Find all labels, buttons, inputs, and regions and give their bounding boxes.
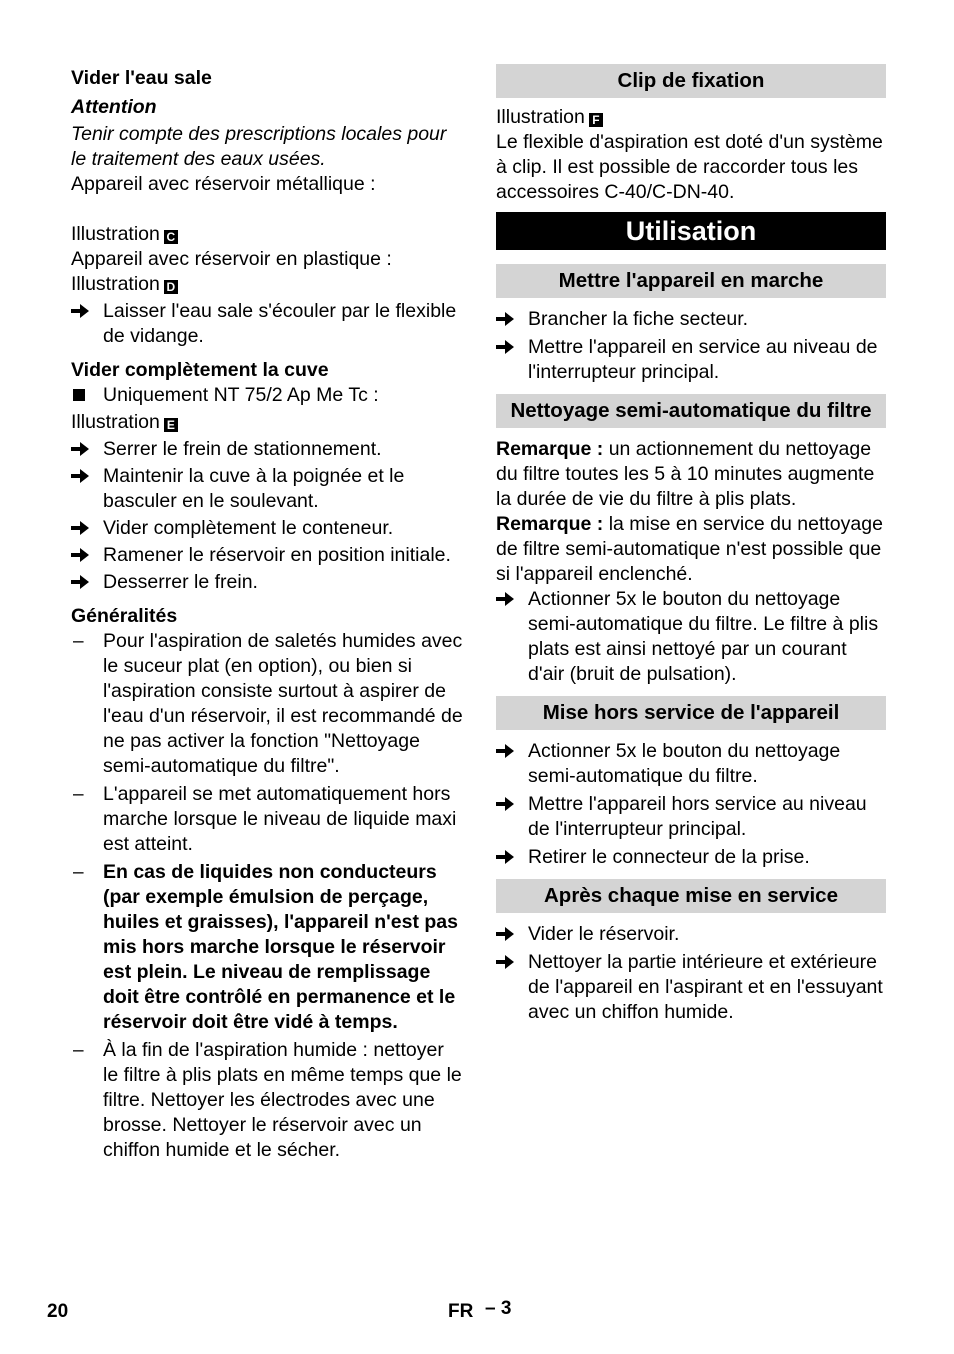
- language-code: FR: [448, 1301, 474, 1322]
- section-page-number: – 3: [485, 1298, 512, 1319]
- heading-generalites: Généralités: [71, 605, 178, 627]
- list-item: Actionner 5x le bouton du nettoyage semi-automatique du filtre.: [496, 739, 886, 789]
- list-item: – À la fin de l'aspiration humide : nettoyer le filtre à plis plats en même temps que le filtre. Nettoyer les électrodes avec une brosse. Nettoyer le réservoir avec un chiffon humide et le sécher.: [73, 1039, 462, 1161]
- dash-bullet: –: [73, 1040, 84, 1061]
- right-column: [496, 64, 886, 1025]
- heading-apres-chaque-mise: Après chaque mise en service: [496, 879, 886, 913]
- plastic-tank-text: Appareil avec réservoir en plastique :: [71, 248, 392, 270]
- list-item: Nettoyer la partie intérieure et extérieure de l'appareil en l'aspirant et en l'essuyant avec un chiffon humide.: [496, 950, 886, 1025]
- heading-nettoyage-semi-auto: Nettoyage semi-automatique du filtre: [496, 394, 886, 428]
- illustration-badge-f: F: [589, 113, 603, 127]
- dash-bullet: –: [73, 862, 84, 883]
- arrow-right-icon: [71, 543, 93, 563]
- illustration-badge-c: C: [164, 230, 178, 244]
- arrow-right-icon: [71, 299, 93, 319]
- clip-text: Le flexible d'aspiration est doté d'un système à clip. Il est possible de raccorder tous les accessoires C-40/C-DN-40.: [496, 131, 883, 203]
- heading-vider-cuve: Vider complètement la cuve: [71, 359, 329, 381]
- list-item: Serrer le frein de stationnement.: [71, 437, 463, 462]
- dash-bullet: –: [73, 631, 84, 652]
- illustration-c: Illustration C: [71, 222, 463, 247]
- attention-label: Attention: [71, 96, 157, 118]
- illustration-d: Illustration D: [71, 272, 463, 297]
- list-item: Ramener le réservoir en position initiale.: [71, 543, 463, 568]
- list-item: Mettre l'appareil hors service au niveau de l'interrupteur principal.: [496, 792, 886, 842]
- dash-bullet: –: [73, 784, 84, 805]
- list-item: Uniquement NT 75/2 Ap Me Tc :: [71, 383, 463, 408]
- arrow-right-icon: [496, 792, 518, 812]
- arrow-right-icon: [71, 516, 93, 536]
- left-column: [71, 64, 463, 1163]
- list-item: Maintenir la cuve à la poignée et le basculer en le soulevant.: [71, 464, 463, 514]
- arrow-right-icon: [496, 587, 518, 607]
- list-item: Brancher la fiche secteur.: [496, 307, 886, 332]
- arrow-right-icon: [496, 950, 518, 970]
- illustration-e: Illustration E: [71, 410, 463, 435]
- arrow-right-icon: [496, 739, 518, 759]
- list-item: Retirer le connecteur de la prise.: [496, 845, 886, 870]
- arrow-right-icon: [71, 437, 93, 457]
- remark-2: Remarque : la mise en service du nettoyage de filtre semi-automatique n'est possible que si l'appareil enclenché.: [496, 513, 883, 585]
- arrow-right-icon: [496, 335, 518, 355]
- heading-mettre-en-marche: Mettre l'appareil en marche: [496, 264, 886, 298]
- section-title-utilisation: Utilisation: [496, 212, 886, 250]
- illustration-badge-e: E: [164, 418, 178, 432]
- list-item: Mettre l'appareil en service au niveau de l'interrupteur principal.: [496, 335, 886, 385]
- heading-vider-eau-sale: Vider l'eau sale: [71, 67, 212, 89]
- list-item: Actionner 5x le bouton du nettoyage semi-automatique du filtre. Le filtre à plis plats est ainsi nettoyé par un courant d'air (bruit de pulsation).: [496, 587, 886, 687]
- list-item: Desserrer le frein.: [71, 570, 463, 595]
- heading-mise-hors-service: Mise hors service de l'appareil: [496, 696, 886, 730]
- list-item: – En cas de liquides non conducteurs (par exemple émulsion de perçage, huiles et graisses), l'appareil n'est pas mis hors marche lorsque le réservoir est plein. Le niveau de remplissage doit être contrôlé en permanence et le réservoir doit être vidé à temps.: [73, 861, 458, 1033]
- list-item: Vider le réservoir.: [496, 922, 886, 947]
- page-number: 20: [47, 1301, 69, 1322]
- attention-text: Tenir compte des prescriptions locales pour le traitement des eaux usées.: [71, 123, 447, 170]
- list-item: – L'appareil se met automatiquement hors marche lorsque le niveau de liquide maxi est atteint.: [73, 783, 457, 855]
- heading-clip-fixation: Clip de fixation: [496, 64, 886, 98]
- list-item: Laisser l'eau sale s'écouler par le flexible de vidange.: [71, 299, 463, 349]
- arrow-right-icon: [496, 307, 518, 327]
- arrow-right-icon: [71, 570, 93, 590]
- illustration-f: Illustration F: [496, 105, 886, 130]
- square-bullet-icon: [71, 383, 93, 401]
- list-item: – Pour l'aspiration de saletés humides avec le suceur plat (en option), ou bien si l'aspiration consiste surtout à aspirer de l'eau d'un réservoir, il est recommandé de ne pas activer la fonction "Nettoyage semi-automatique du filtre".: [73, 630, 463, 777]
- arrow-right-icon: [496, 845, 518, 865]
- arrow-right-icon: [496, 922, 518, 942]
- metal-tank-text: Appareil avec réservoir métallique :: [71, 173, 376, 195]
- list-item: Vider complètement le conteneur.: [71, 516, 463, 541]
- illustration-badge-d: D: [164, 280, 178, 294]
- arrow-right-icon: [71, 464, 93, 484]
- remark-1: Remarque : un actionnement du nettoyage du filtre toutes les 5 à 10 minutes augmente la durée de vie du filtre à plis plats.: [496, 438, 875, 510]
